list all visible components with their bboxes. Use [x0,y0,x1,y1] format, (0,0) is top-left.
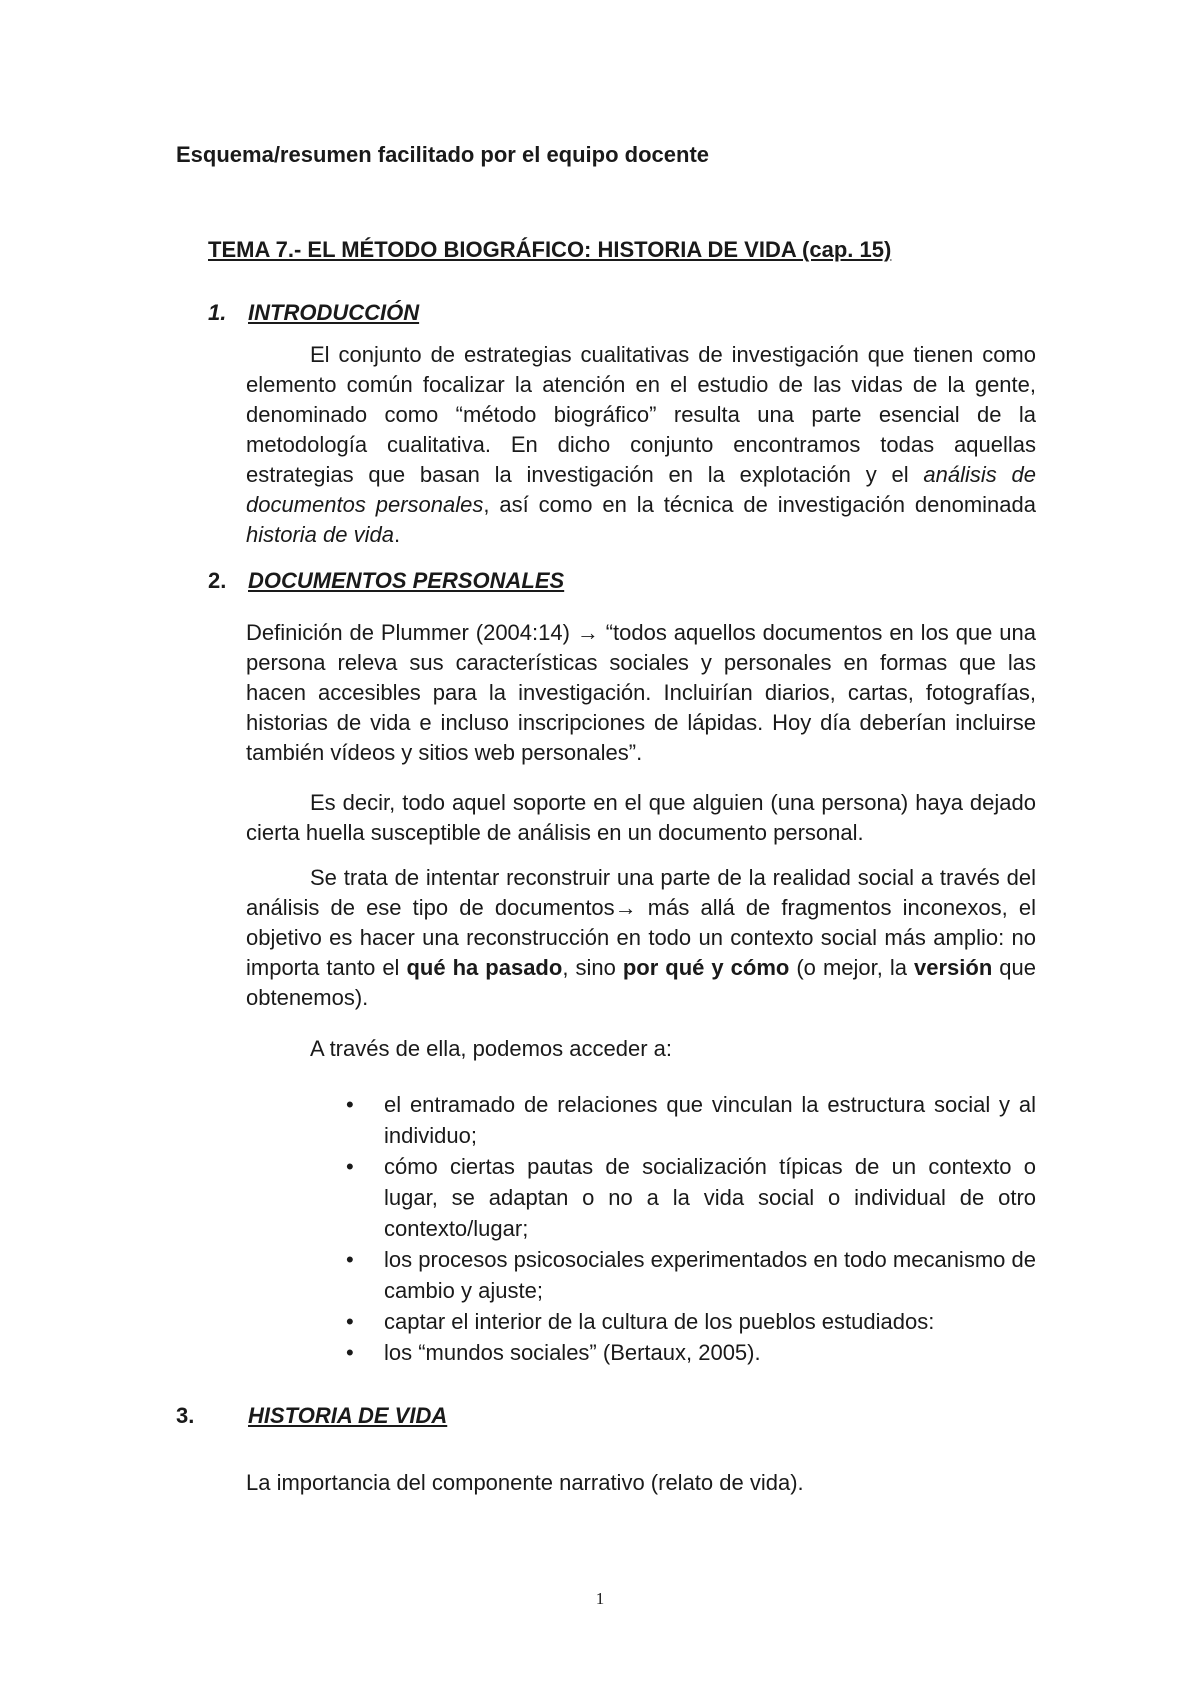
section-title: DOCUMENTOS PERSONALES [248,568,565,593]
paragraph-text: , sino [562,955,623,980]
a-traves-paragraph: A través de ella, podemos acceder a: [310,1036,672,1061]
section-heading-documentos [208,568,564,594]
section-number: 1. [208,300,227,325]
intro-text: , así como en la técnica de investigación denominada [483,492,1036,517]
paragraph-text: (o mejor, la [789,955,915,980]
topic-title: TEMA 7.- EL MÉTODO BIOGRÁFICO: HISTORIA DE VIDA (cap. 15) [208,237,892,262]
section-number: 2. [208,568,227,593]
bullet-icon: • [346,1309,354,1334]
paragraph-text: Se trata de intentar reconstruir una parte de la realidad social a través del análisis de ese tipo de documentos→ más allá de fragmentos inconexos, el objetivo es hacer una reconstrucción en todo un contexto social más amplio: no importa tanto el [246,865,1036,980]
intro-text: El conjunto de estrategias cualitativas de investigación que tienen como elemento común focalizar la atención en el estudio de las vidas de la gente, denominado como “método biográfico” resulta una parte esencial de la metodología cualitativa. En dicho conjunto encontramos todas aquellas estrategias que basan la investigación en la explotación y el [246,342,1036,487]
intro-italic-documentos: análisis de documentos personales [246,462,1036,517]
historia-paragraph: La importancia del componente narrativo (relato de vida). [246,1470,804,1495]
list-item-text: el entramado de relaciones que vinculan la estructura social y al individuo; [384,1092,1036,1148]
list-item [346,1244,1036,1306]
se-trata-paragraph [246,863,1036,1013]
list-item-text: captar el interior de la cultura de los pueblos estudiados: [384,1309,935,1334]
list-item [346,1337,1036,1368]
list-item [346,1306,1036,1337]
list-item [346,1151,1036,1244]
paragraph-text: que obtenemos). [246,955,1037,1010]
es-decir-paragraph: Es decir, todo aquel soporte en el que alguien (una persona) haya dejado cierta huella susceptible de análisis en un documento personal. [246,790,1036,845]
section-heading-historia [176,1403,447,1429]
bold-por-que-y-como: por qué y cómo [622,955,790,980]
bold-que-ha-pasado: qué ha pasado [406,955,563,980]
bullet-icon: • [346,1092,354,1117]
list-item-text: cómo ciertas pautas de socialización típicas de un contexto o lugar, se adaptan o no a la vida social o individual de otro contexto/lugar; [384,1154,1036,1241]
section-heading-introduccion [208,300,419,326]
intro-text: . [393,522,401,547]
intro-paragraph [246,340,1036,550]
list-item-text: los “mundos sociales” (Bertaux, 2005). [384,1340,761,1365]
intro-italic-historia: historia de vida [246,522,394,547]
access-list [346,1089,1036,1368]
bullet-icon: • [346,1247,354,1272]
section-number: 3. [176,1403,195,1428]
document-header: Esquema/resumen facilitado por el equipo docente [176,142,710,167]
bold-version: versión [914,955,993,980]
list-item [346,1089,1036,1151]
plummer-definition: Definición de Plummer (2004:14) → “todos aquellos documentos en los que una persona releva sus características sociales y personales en formas que las hacen accesibles para la investigación. Incluirían diarios, cartas, fotografías, historias de vida e incluso inscripciones de lápidas. Hoy día deberían incluirse también vídeos y sitios web personales”. [246,620,1036,765]
bullet-icon: • [346,1154,354,1179]
section-title: INTRODUCCIÓN [248,300,420,325]
list-item-text: los procesos psicosociales experimentados en todo mecanismo de cambio y ajuste; [384,1247,1036,1303]
bullet-icon: • [346,1340,354,1365]
page-number: 1 [595,1589,605,1608]
section-title: HISTORIA DE VIDA [248,1403,448,1428]
